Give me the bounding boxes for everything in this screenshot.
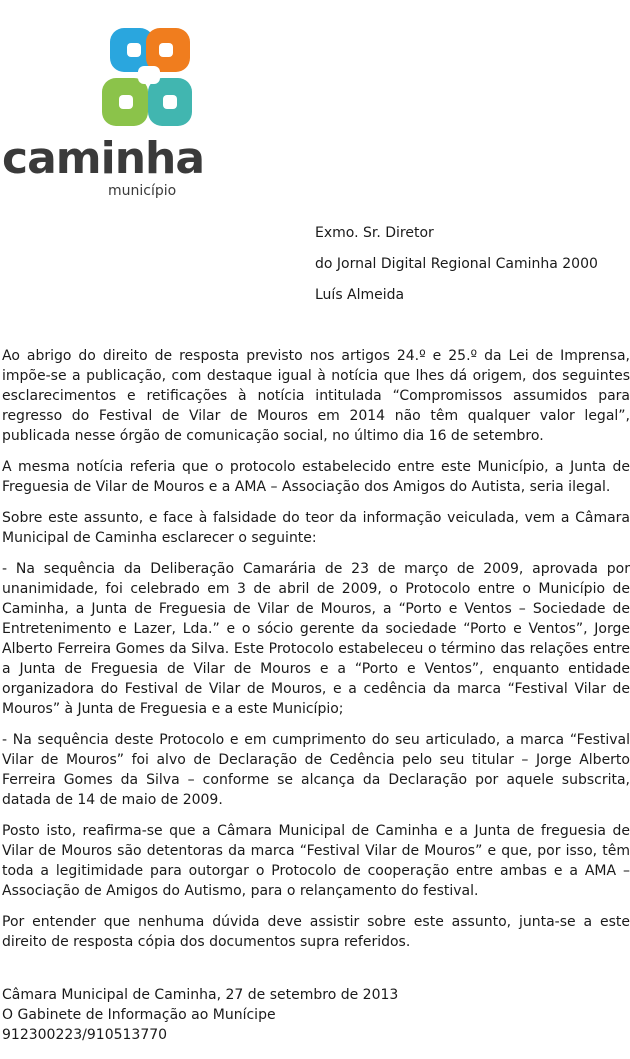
logo-wordmark: caminha (2, 133, 205, 184)
signature-line-1: Câmara Municipal de Caminha, 27 de setembro de 2013 (2, 987, 399, 1003)
paragraph: - Na sequência da Deliberação Camarária de 23 de março de 2009, aprovada por unanimidade, foi celebrado em 3 de abril de 2009, o Protocolo entre o Município de Caminha, a Junta de Freguesia de Vilar de Mouros, a “Porto e Ventos – Sociedade de Entretenimento e Lazer, Lda.” e o sócio gerente da sociedade “Porto e Ventos”, Jorge Alberto Ferreira Gomes da Silva. Este Protocolo estabeleceu o término das relações entre a Junta de Freguesia de Vilar de Mouros e a “Porto e Ventos”, enquanto entidade organizadora do Festival de Vilar de Mouros, e a cedência da marca “Festival Vilar de Mouros” à Junta de Freguesia e a este Município; (2, 561, 630, 717)
logo-subtitle: município (108, 183, 177, 199)
addressee-block (315, 222, 598, 315)
paragraph: Por entender que nenhuma dúvida deve assistir sobre este assunto, junta-se a este direito de resposta cópia dos documentos supra referidos. (2, 914, 630, 950)
paragraph: Posto isto, reafirma-se que a Câmara Municipal de Caminha e a Junta de freguesia de Vilar de Mouros são detentoras da marca “Festival Vilar de Mouros” e que, por isso, têm toda a legitimidade para outorgar o Protocolo de cooperação entre ambas e a AMA – Associação de Amigos do Autismo, para o relançamento do festival. (2, 823, 630, 899)
addressee-line-2: do Jornal Digital Regional Caminha 2000 (315, 256, 598, 272)
signature-line-2: O Gabinete de Informação ao Munícipe (2, 1007, 276, 1023)
letter-body (2, 346, 630, 963)
caminha-logo-mark-icon (100, 22, 200, 134)
paragraph: - Na sequência deste Protocolo e em cumprimento do seu articulado, a marca “Festival Vilar de Mouros” foi alvo de Declaração de Cedência pelo seu titular – Jorge Alberto Ferreira Gomes da Silva – conforme se alcança da Declaração por aquele subscrita, datada de 14 de maio de 2009. (2, 732, 630, 808)
paragraph: Sobre este assunto, e face à falsidade do teor da informação veiculada, vem a Câmara Municipal de Caminha esclarecer o seguinte: (2, 510, 630, 546)
paragraph: Ao abrigo do direito de resposta previsto nos artigos 24.º e 25.º da Lei de Imprensa, impõe-se a publicação, com destaque igual à notícia que lhes dá origem, dos seguintes esclarecimentos e retificações à notícia intitulada “Compromissos assumidos para regresso do Festival de Vilar de Mouros em 2014 não têm qualquer valor legal”, publicada nesse órgão de comunicação social, no último dia 16 de setembro. (2, 348, 630, 444)
signature-phone: 912300223/910513770 (2, 1027, 168, 1043)
signature-block (2, 985, 398, 1045)
paragraph: A mesma notícia referia que o protocolo estabelecido entre este Município, a Junta de Freguesia de Vilar de Mouros e a AMA – Associação dos Amigos do Autista, seria ilegal. (2, 459, 630, 495)
caminha-logo (0, 22, 205, 199)
addressee-line-3: Luís Almeida (315, 287, 405, 303)
addressee-line-1: Exmo. Sr. Diretor (315, 225, 434, 241)
